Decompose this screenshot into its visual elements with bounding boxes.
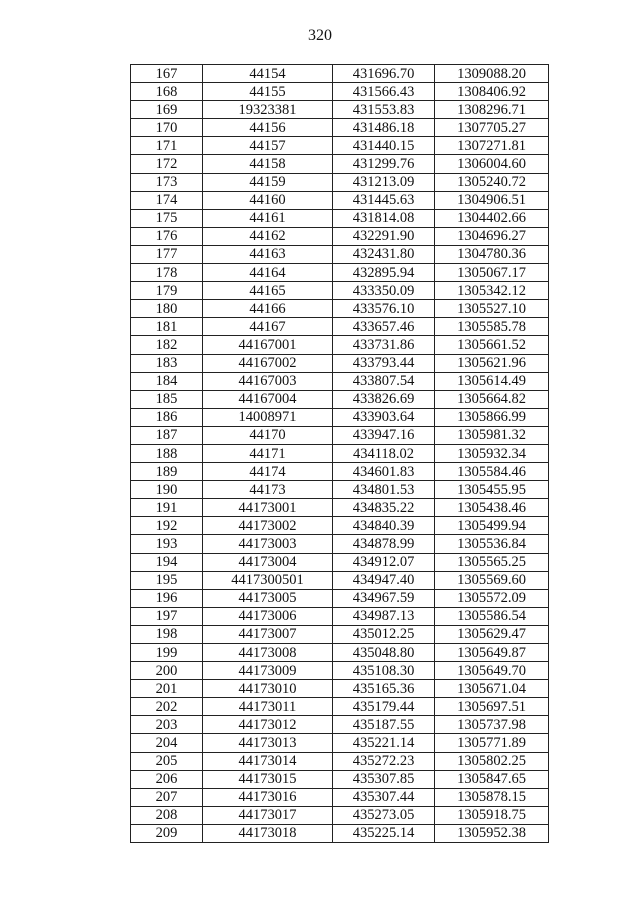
point-id-cell: 44157 xyxy=(203,137,333,155)
point-id-cell: 44173009 xyxy=(203,662,333,680)
point-id-cell: 44165 xyxy=(203,282,333,300)
table-row xyxy=(131,607,549,625)
y-coordinate-cell: 1305614.49 xyxy=(435,372,549,390)
y-coordinate-cell: 1305737.98 xyxy=(435,716,549,734)
table-row xyxy=(131,770,549,788)
x-coordinate-cell: 431445.63 xyxy=(333,191,435,209)
y-coordinate-cell: 1304696.27 xyxy=(435,227,549,245)
x-coordinate-cell: 434840.39 xyxy=(333,517,435,535)
table-row xyxy=(131,282,549,300)
x-coordinate-cell: 435225.14 xyxy=(333,824,435,842)
point-id-cell: 44173010 xyxy=(203,680,333,698)
y-coordinate-cell: 1305918.75 xyxy=(435,806,549,824)
row-number-cell: 167 xyxy=(131,65,203,83)
y-coordinate-cell: 1305664.82 xyxy=(435,390,549,408)
point-id-cell: 44173014 xyxy=(203,752,333,770)
row-number-cell: 205 xyxy=(131,752,203,770)
y-coordinate-cell: 1304402.66 xyxy=(435,209,549,227)
y-coordinate-cell: 1305342.12 xyxy=(435,282,549,300)
x-coordinate-cell: 434835.22 xyxy=(333,499,435,517)
point-id-cell: 44167004 xyxy=(203,390,333,408)
y-coordinate-cell: 1305585.78 xyxy=(435,318,549,336)
y-coordinate-cell: 1305438.46 xyxy=(435,499,549,517)
row-number-cell: 193 xyxy=(131,535,203,553)
table-row xyxy=(131,336,549,354)
point-id-cell: 44174 xyxy=(203,463,333,481)
point-id-cell: 44166 xyxy=(203,300,333,318)
row-number-cell: 190 xyxy=(131,481,203,499)
point-id-cell: 44173002 xyxy=(203,517,333,535)
x-coordinate-cell: 433576.10 xyxy=(333,300,435,318)
point-id-cell: 44156 xyxy=(203,119,333,137)
y-coordinate-cell: 1305952.38 xyxy=(435,824,549,842)
table-row xyxy=(131,662,549,680)
point-id-cell: 44173 xyxy=(203,481,333,499)
x-coordinate-cell: 431486.18 xyxy=(333,119,435,137)
x-coordinate-cell: 433657.46 xyxy=(333,318,435,336)
x-coordinate-cell: 435272.23 xyxy=(333,752,435,770)
point-id-cell: 44173005 xyxy=(203,589,333,607)
point-id-cell: 44173004 xyxy=(203,553,333,571)
table-row xyxy=(131,481,549,499)
row-number-cell: 202 xyxy=(131,698,203,716)
y-coordinate-cell: 1305847.65 xyxy=(435,770,549,788)
row-number-cell: 209 xyxy=(131,824,203,842)
x-coordinate-cell: 435012.25 xyxy=(333,625,435,643)
point-id-cell: 44162 xyxy=(203,227,333,245)
table-row xyxy=(131,734,549,752)
table-row xyxy=(131,372,549,390)
row-number-cell: 188 xyxy=(131,444,203,462)
point-id-cell: 44163 xyxy=(203,245,333,263)
point-id-cell: 44173017 xyxy=(203,806,333,824)
row-number-cell: 207 xyxy=(131,788,203,806)
row-number-cell: 184 xyxy=(131,372,203,390)
point-id-cell: 44173001 xyxy=(203,499,333,517)
point-id-cell: 44160 xyxy=(203,191,333,209)
table-row xyxy=(131,408,549,426)
table-row xyxy=(131,716,549,734)
x-coordinate-cell: 435048.80 xyxy=(333,644,435,662)
row-number-cell: 169 xyxy=(131,101,203,119)
row-number-cell: 172 xyxy=(131,155,203,173)
table-row xyxy=(131,354,549,372)
x-coordinate-cell: 431213.09 xyxy=(333,173,435,191)
point-id-cell: 44173013 xyxy=(203,734,333,752)
y-coordinate-cell: 1307705.27 xyxy=(435,119,549,137)
row-number-cell: 197 xyxy=(131,607,203,625)
table-row xyxy=(131,137,549,155)
point-id-cell: 14008971 xyxy=(203,408,333,426)
row-number-cell: 198 xyxy=(131,625,203,643)
x-coordinate-cell: 435165.36 xyxy=(333,680,435,698)
table-row xyxy=(131,463,549,481)
x-coordinate-cell: 434947.40 xyxy=(333,571,435,589)
x-coordinate-cell: 432895.94 xyxy=(333,264,435,282)
x-coordinate-cell: 434967.59 xyxy=(333,589,435,607)
table-row xyxy=(131,571,549,589)
y-coordinate-cell: 1305584.46 xyxy=(435,463,549,481)
y-coordinate-cell: 1308406.92 xyxy=(435,83,549,101)
coordinates-table xyxy=(130,64,549,843)
x-coordinate-cell: 435221.14 xyxy=(333,734,435,752)
page-number: 320 xyxy=(308,27,332,44)
y-coordinate-cell: 1304906.51 xyxy=(435,191,549,209)
x-coordinate-cell: 433903.64 xyxy=(333,408,435,426)
y-coordinate-cell: 1305569.60 xyxy=(435,571,549,589)
row-number-cell: 173 xyxy=(131,173,203,191)
table-row xyxy=(131,752,549,770)
y-coordinate-cell: 1305621.96 xyxy=(435,354,549,372)
x-coordinate-cell: 431696.70 xyxy=(333,65,435,83)
x-coordinate-cell: 432431.80 xyxy=(333,245,435,263)
table-row xyxy=(131,155,549,173)
point-id-cell: 44173018 xyxy=(203,824,333,842)
row-number-cell: 192 xyxy=(131,517,203,535)
coordinates-table-body xyxy=(131,65,549,843)
point-id-cell: 44161 xyxy=(203,209,333,227)
y-coordinate-cell: 1305067.17 xyxy=(435,264,549,282)
y-coordinate-cell: 1308296.71 xyxy=(435,101,549,119)
y-coordinate-cell: 1305527.10 xyxy=(435,300,549,318)
row-number-cell: 187 xyxy=(131,426,203,444)
row-number-cell: 203 xyxy=(131,716,203,734)
point-id-cell: 4417300501 xyxy=(203,571,333,589)
y-coordinate-cell: 1305629.47 xyxy=(435,625,549,643)
point-id-cell: 44173007 xyxy=(203,625,333,643)
y-coordinate-cell: 1305932.34 xyxy=(435,444,549,462)
row-number-cell: 185 xyxy=(131,390,203,408)
row-number-cell: 170 xyxy=(131,119,203,137)
table-row xyxy=(131,227,549,245)
row-number-cell: 191 xyxy=(131,499,203,517)
x-coordinate-cell: 434912.07 xyxy=(333,553,435,571)
row-number-cell: 208 xyxy=(131,806,203,824)
row-number-cell: 179 xyxy=(131,282,203,300)
table-row xyxy=(131,264,549,282)
table-row xyxy=(131,390,549,408)
x-coordinate-cell: 433826.69 xyxy=(333,390,435,408)
x-coordinate-cell: 435273.05 xyxy=(333,806,435,824)
point-id-cell: 44155 xyxy=(203,83,333,101)
x-coordinate-cell: 435187.55 xyxy=(333,716,435,734)
table-row xyxy=(131,300,549,318)
y-coordinate-cell: 1305499.94 xyxy=(435,517,549,535)
y-coordinate-cell: 1305981.32 xyxy=(435,426,549,444)
y-coordinate-cell: 1306004.60 xyxy=(435,155,549,173)
y-coordinate-cell: 1305240.72 xyxy=(435,173,549,191)
point-id-cell: 44173003 xyxy=(203,535,333,553)
y-coordinate-cell: 1305536.84 xyxy=(435,535,549,553)
table-row xyxy=(131,101,549,119)
table-row xyxy=(131,698,549,716)
row-number-cell: 175 xyxy=(131,209,203,227)
point-id-cell: 44154 xyxy=(203,65,333,83)
table-row xyxy=(131,806,549,824)
y-coordinate-cell: 1304780.36 xyxy=(435,245,549,263)
x-coordinate-cell: 431440.15 xyxy=(333,137,435,155)
point-id-cell: 44159 xyxy=(203,173,333,191)
x-coordinate-cell: 434878.99 xyxy=(333,535,435,553)
point-id-cell: 44167 xyxy=(203,318,333,336)
row-number-cell: 186 xyxy=(131,408,203,426)
row-number-cell: 181 xyxy=(131,318,203,336)
row-number-cell: 180 xyxy=(131,300,203,318)
y-coordinate-cell: 1305802.25 xyxy=(435,752,549,770)
row-number-cell: 178 xyxy=(131,264,203,282)
x-coordinate-cell: 433947.16 xyxy=(333,426,435,444)
table-row xyxy=(131,788,549,806)
table-row xyxy=(131,245,549,263)
row-number-cell: 206 xyxy=(131,770,203,788)
row-number-cell: 196 xyxy=(131,589,203,607)
point-id-cell: 44167002 xyxy=(203,354,333,372)
row-number-cell: 183 xyxy=(131,354,203,372)
point-id-cell: 44171 xyxy=(203,444,333,462)
row-number-cell: 200 xyxy=(131,662,203,680)
row-number-cell: 199 xyxy=(131,644,203,662)
y-coordinate-cell: 1305649.87 xyxy=(435,644,549,662)
x-coordinate-cell: 432291.90 xyxy=(333,227,435,245)
y-coordinate-cell: 1305586.54 xyxy=(435,607,549,625)
point-id-cell: 44158 xyxy=(203,155,333,173)
y-coordinate-cell: 1309088.20 xyxy=(435,65,549,83)
table-row xyxy=(131,517,549,535)
point-id-cell: 44164 xyxy=(203,264,333,282)
table-row xyxy=(131,535,549,553)
point-id-cell: 44173012 xyxy=(203,716,333,734)
table-row xyxy=(131,209,549,227)
x-coordinate-cell: 433807.54 xyxy=(333,372,435,390)
y-coordinate-cell: 1305661.52 xyxy=(435,336,549,354)
row-number-cell: 168 xyxy=(131,83,203,101)
table-row xyxy=(131,83,549,101)
table-row xyxy=(131,499,549,517)
x-coordinate-cell: 434801.53 xyxy=(333,481,435,499)
table-row xyxy=(131,680,549,698)
x-coordinate-cell: 434118.02 xyxy=(333,444,435,462)
y-coordinate-cell: 1305565.25 xyxy=(435,553,549,571)
row-number-cell: 171 xyxy=(131,137,203,155)
table-row xyxy=(131,589,549,607)
table-row xyxy=(131,824,549,842)
x-coordinate-cell: 433350.09 xyxy=(333,282,435,300)
row-number-cell: 201 xyxy=(131,680,203,698)
table-row xyxy=(131,65,549,83)
point-id-cell: 44170 xyxy=(203,426,333,444)
table-row xyxy=(131,625,549,643)
row-number-cell: 194 xyxy=(131,553,203,571)
y-coordinate-cell: 1305649.70 xyxy=(435,662,549,680)
x-coordinate-cell: 431299.76 xyxy=(333,155,435,173)
table-row xyxy=(131,553,549,571)
row-number-cell: 177 xyxy=(131,245,203,263)
point-id-cell: 44173015 xyxy=(203,770,333,788)
y-coordinate-cell: 1305771.89 xyxy=(435,734,549,752)
row-number-cell: 189 xyxy=(131,463,203,481)
point-id-cell: 44173008 xyxy=(203,644,333,662)
x-coordinate-cell: 434601.83 xyxy=(333,463,435,481)
row-number-cell: 195 xyxy=(131,571,203,589)
x-coordinate-cell: 435179.44 xyxy=(333,698,435,716)
table-row xyxy=(131,191,549,209)
row-number-cell: 174 xyxy=(131,191,203,209)
row-number-cell: 182 xyxy=(131,336,203,354)
point-id-cell: 19323381 xyxy=(203,101,333,119)
x-coordinate-cell: 431553.83 xyxy=(333,101,435,119)
y-coordinate-cell: 1305455.95 xyxy=(435,481,549,499)
y-coordinate-cell: 1305866.99 xyxy=(435,408,549,426)
x-coordinate-cell: 435307.85 xyxy=(333,770,435,788)
x-coordinate-cell: 435307.44 xyxy=(333,788,435,806)
x-coordinate-cell: 433793.44 xyxy=(333,354,435,372)
table-row xyxy=(131,318,549,336)
row-number-cell: 176 xyxy=(131,227,203,245)
y-coordinate-cell: 1307271.81 xyxy=(435,137,549,155)
y-coordinate-cell: 1305878.15 xyxy=(435,788,549,806)
point-id-cell: 44173016 xyxy=(203,788,333,806)
point-id-cell: 44173006 xyxy=(203,607,333,625)
y-coordinate-cell: 1305671.04 xyxy=(435,680,549,698)
y-coordinate-cell: 1305572.09 xyxy=(435,589,549,607)
point-id-cell: 44173011 xyxy=(203,698,333,716)
table-row xyxy=(131,444,549,462)
row-number-cell: 204 xyxy=(131,734,203,752)
x-coordinate-cell: 433731.86 xyxy=(333,336,435,354)
table-row xyxy=(131,173,549,191)
x-coordinate-cell: 435108.30 xyxy=(333,662,435,680)
table-row xyxy=(131,644,549,662)
y-coordinate-cell: 1305697.51 xyxy=(435,698,549,716)
table-row xyxy=(131,119,549,137)
x-coordinate-cell: 434987.13 xyxy=(333,607,435,625)
x-coordinate-cell: 431566.43 xyxy=(333,83,435,101)
point-id-cell: 44167001 xyxy=(203,336,333,354)
table-row xyxy=(131,426,549,444)
point-id-cell: 44167003 xyxy=(203,372,333,390)
x-coordinate-cell: 431814.08 xyxy=(333,209,435,227)
